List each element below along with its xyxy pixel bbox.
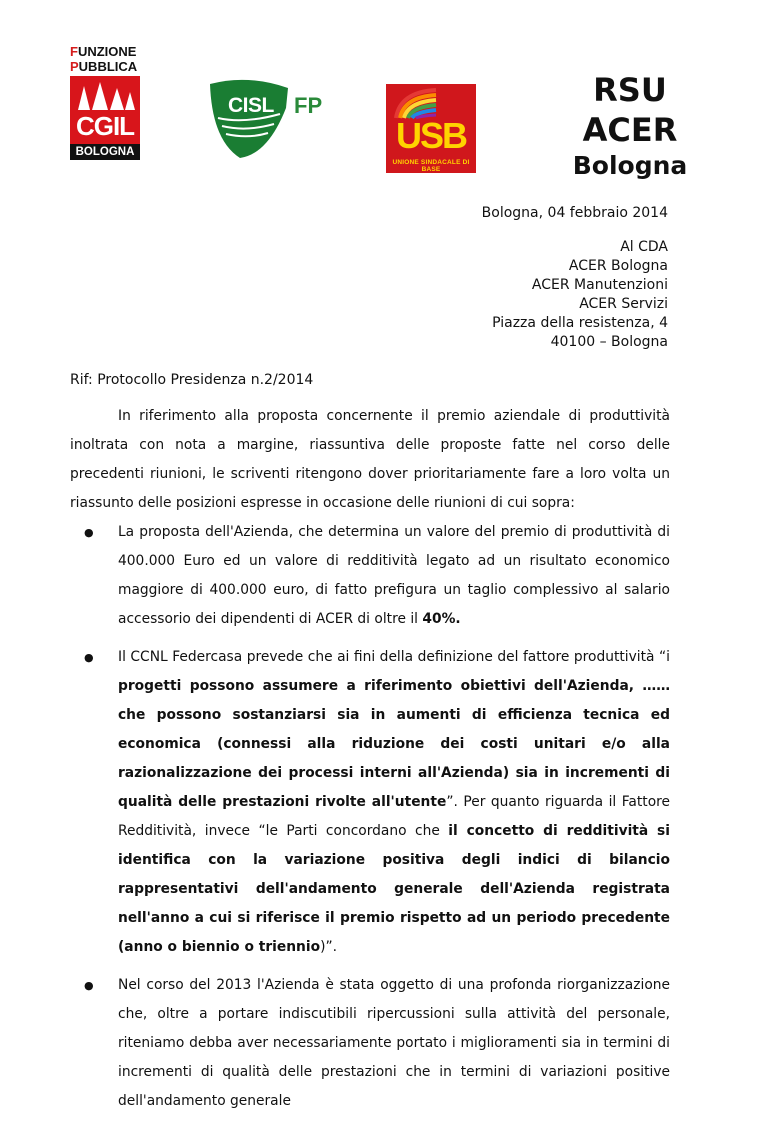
bullet-item-1: ● La proposta dell'Azienda, che determina un valore del premio di produttività di 400.000 Euro ed un valore di redditività legato ad un risultato economico maggiore di 400.000 euro, di fatto prefigura un taglio complessivo al salario accessorio dei dipendenti di ACER di oltre il 40%. bbox=[70, 518, 670, 634]
recipient-line: 40100 – Bologna bbox=[550, 334, 668, 350]
bullet-icon: ● bbox=[84, 651, 94, 664]
cisl-fp-text: FP bbox=[294, 93, 323, 118]
acer-title: ACER bbox=[582, 111, 678, 149]
reference-line: Rif: Protocollo Presidenza n.2/2014 bbox=[70, 372, 314, 388]
bullet-icon: ● bbox=[84, 526, 94, 539]
bullet-icon: ● bbox=[84, 979, 94, 992]
recipient-line: Al CDA bbox=[620, 239, 668, 255]
bullet-item-3: ● Nel corso del 2013 l'Azienda è stata oggetto di una profonda riorganizzazione che, oltre a portare indiscutibili ripercussioni sulla attività del personale, riteniamo debba aver necessariamente portato i miglioramenti sia in termini di incrementi di qualità delle prestazioni che in termini di variazioni positive dell'andamento generale bbox=[70, 971, 670, 1116]
city-title: Bologna bbox=[572, 151, 688, 180]
cgil-logo-text: CGIL bbox=[75, 111, 135, 141]
bullet-list bbox=[70, 518, 670, 1116]
intro-paragraph: In riferimento alla proposta concernente il premio aziendale di produttività inoltrata con nota a margine, riassuntiva delle proposte fatte nel corso delle precedenti riunioni, le scriventi ritengono dover prioritariamente fare a loro volta un riassunto delle posizioni espresse in occasione delle riunioni di cui sopra: bbox=[70, 408, 670, 511]
cgil-figures-icon bbox=[70, 76, 140, 112]
bullet-item-2: ● Il CCNL Federcasa prevede che ai fini della definizione del fattore produttività “i progetti possono assumere a riferimento obiettivi dell'Azienda, …… che possono sostanziarsi sia in aumenti di efficienza tecnica ed economica (connessi alla riduzione dei costi unitari e/o alla razionalizzazione dei processi interni all'Azienda) sia in incrementi di qualità delle prestazioni rivolte all'utente”. Per quanto riguarda il Fattore Redditività, invece “le Parti concordano che il concetto di redditività si identifica con la variazione positiva degli indici di bilancio rappresentativi dell'andamento generale dell'Azienda registrata nell'anno a cui si riferisce il premio rispetto ad un periodo precedente (anno o biennio o triennio)”. bbox=[70, 643, 670, 962]
fp-cgil-title: FUNZIONE PUBBLICA bbox=[70, 44, 138, 74]
date-line: Bologna, 04 febbraio 2014 bbox=[481, 205, 668, 221]
usb-logo-text: USB bbox=[395, 115, 466, 156]
cisl-logo-text: CISL bbox=[228, 94, 274, 117]
recipient-line: ACER Bologna bbox=[568, 258, 668, 274]
usb-logo-subtitle: UNIONE SINDACALE DI BASE bbox=[392, 159, 470, 173]
recipient-line: ACER Manutenzioni bbox=[531, 277, 668, 293]
letter-body bbox=[70, 402, 670, 1125]
recipient-line: ACER Servizi bbox=[579, 296, 668, 312]
recipient-line: Piazza della resistenza, 4 bbox=[492, 315, 668, 331]
cisl-logo-icon bbox=[208, 78, 294, 160]
rsu-title: RSU bbox=[593, 71, 667, 109]
cgil-logo-city: BOLOGNA bbox=[70, 144, 140, 160]
rsu-heading bbox=[560, 70, 700, 182]
